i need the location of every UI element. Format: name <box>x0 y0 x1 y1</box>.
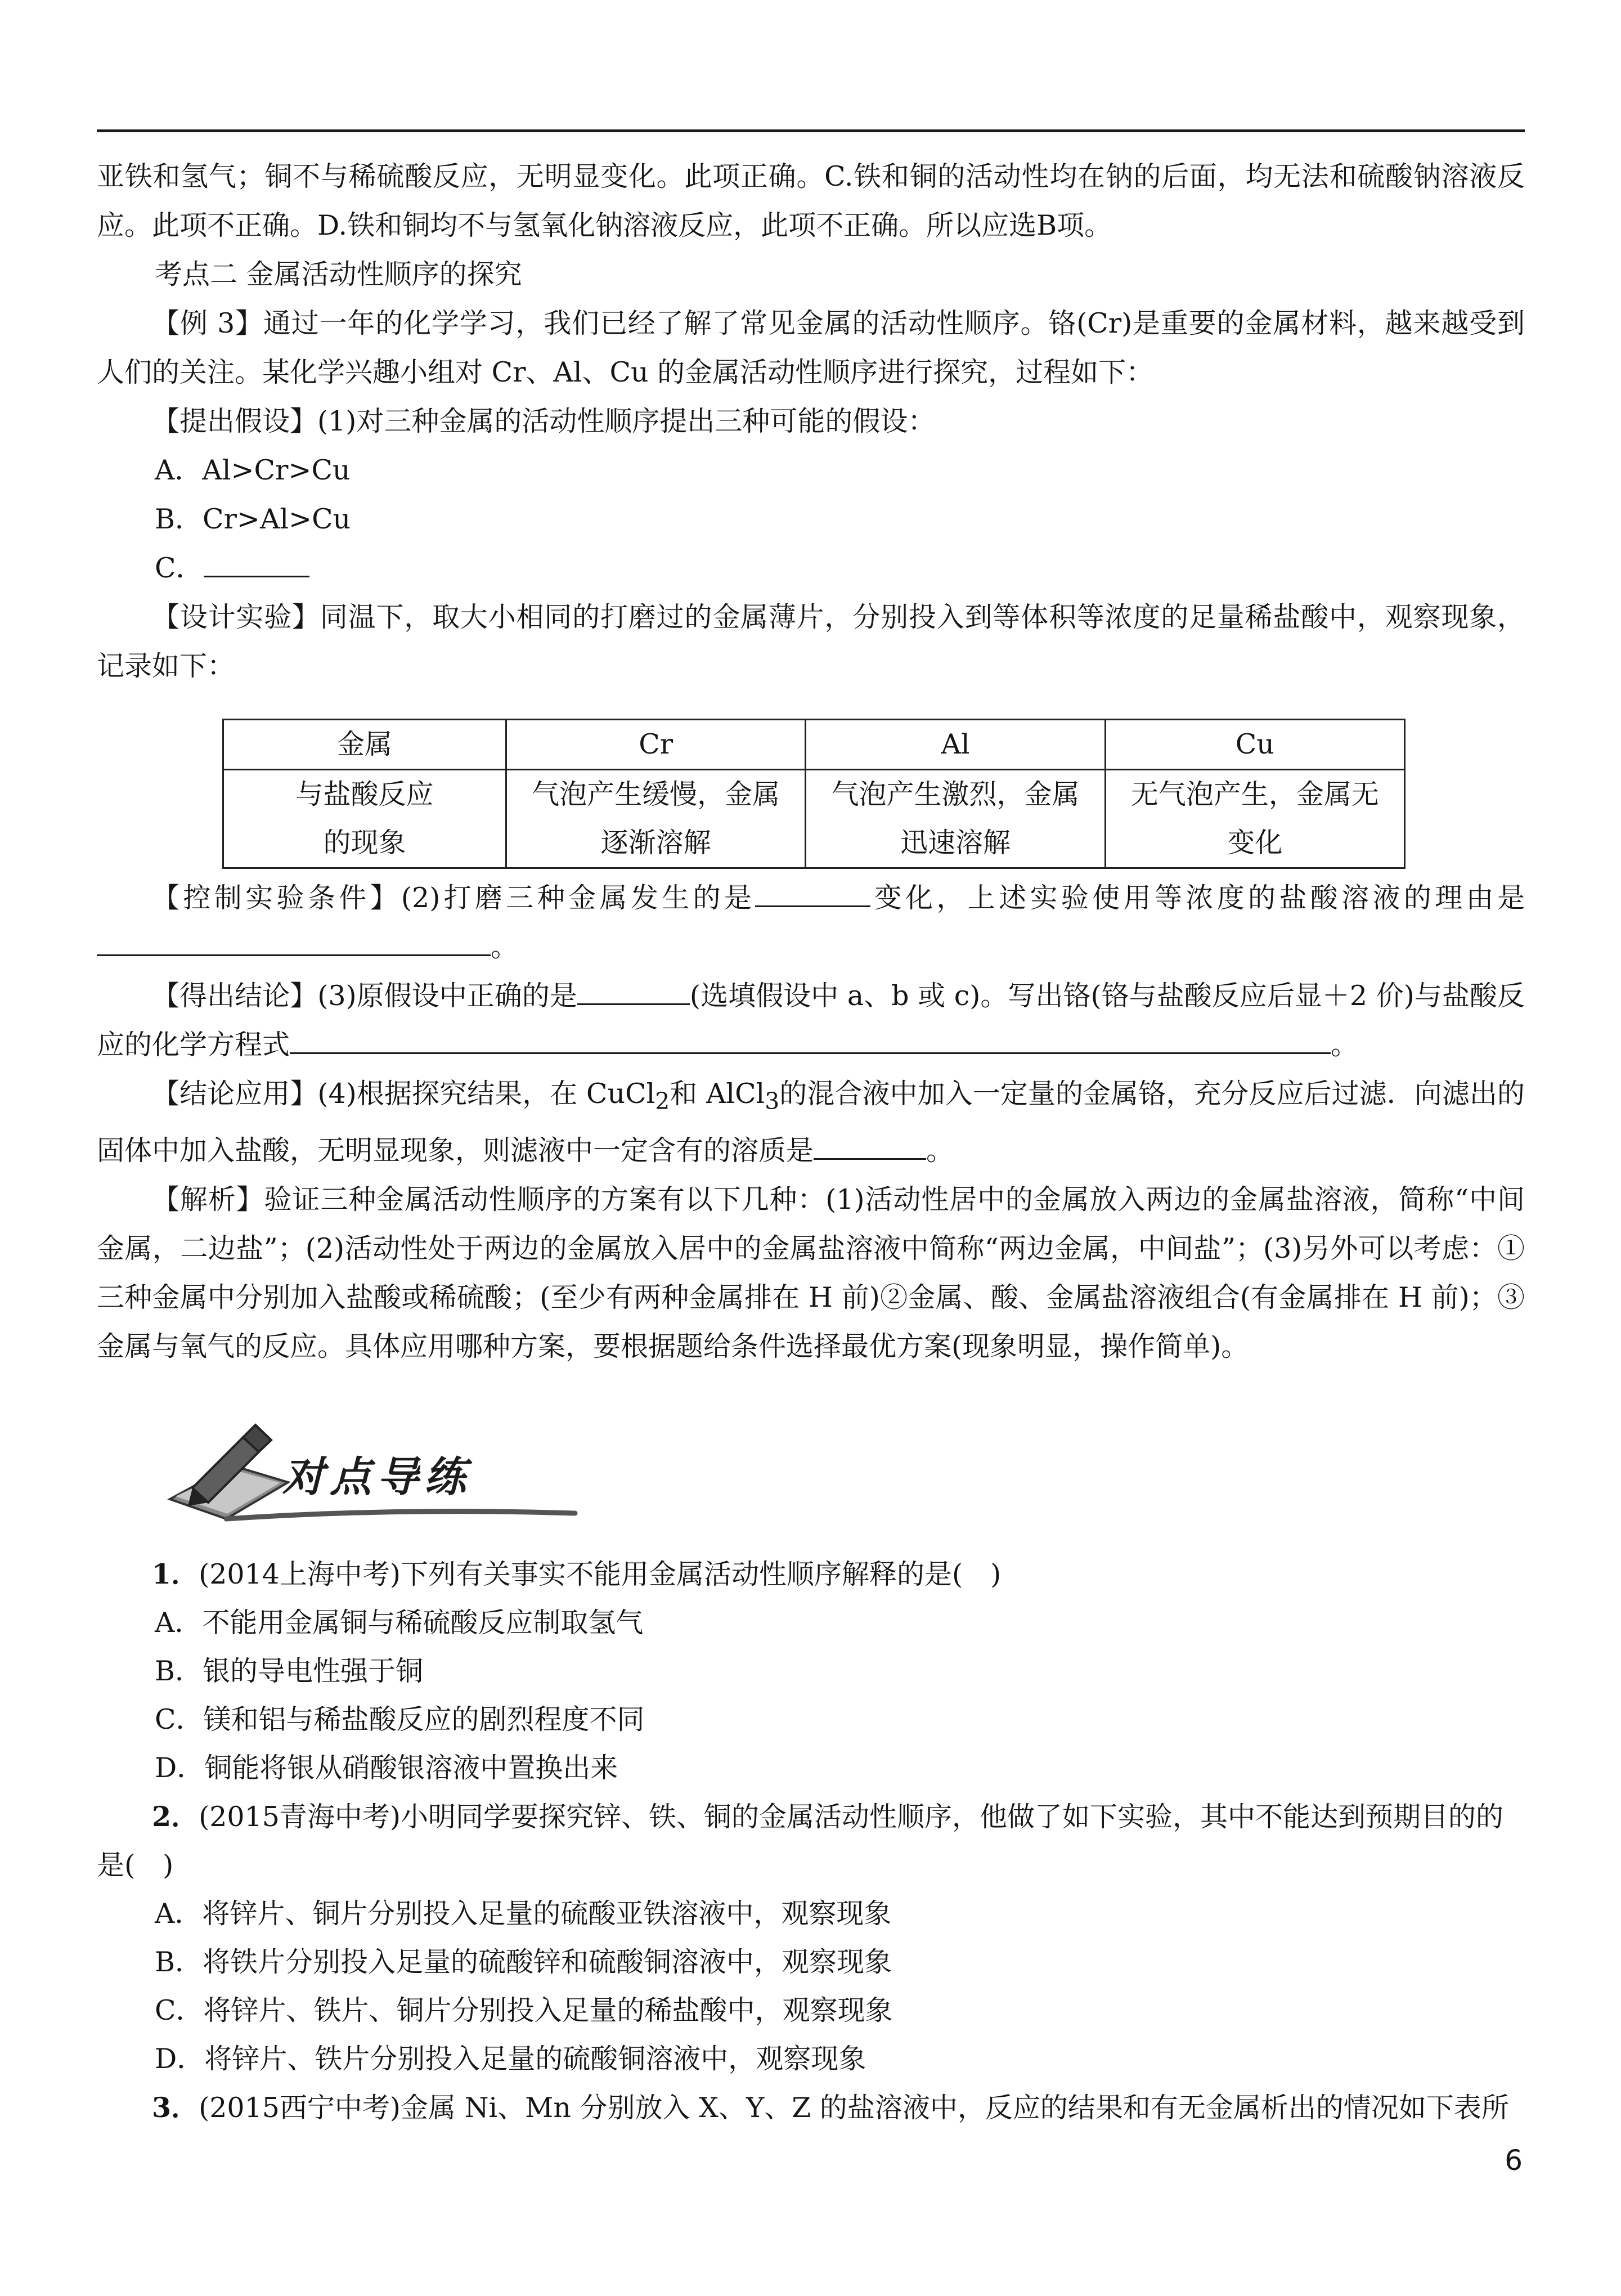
question-1-option-c: C．镁和铝与稀盐酸反应的剧烈程度不同 <box>155 1703 645 1736</box>
cell-line: 无气泡产生，金属无 <box>1130 778 1379 810</box>
hypothesis-b: B．Cr>Al>Cu <box>155 503 351 535</box>
conclusion-application <box>97 1069 1525 1175</box>
cell-line: 与盐酸反应 <box>295 778 434 810</box>
table-row <box>223 770 1405 868</box>
text-run: 。 <box>926 1134 954 1167</box>
hypothesis-c-label: C． <box>155 552 204 584</box>
cell-line: 气泡产生缓慢，金属 <box>532 778 780 810</box>
cell-line: 的现象 <box>323 827 406 859</box>
page-body <box>97 152 1525 2132</box>
design-paragraph: 【设计实验】同温下，取大小相同的打磨过的金属薄片，分别投入到等体积等浓度的足量稀盐酸中，观察现象，记录如下： <box>97 601 1525 682</box>
section-banner <box>97 1381 1525 1550</box>
answer-blank <box>204 553 309 577</box>
observation-table <box>222 719 1406 869</box>
table-cell <box>223 770 506 868</box>
hypothesis-c <box>97 544 1525 593</box>
header-rule <box>97 129 1525 132</box>
text-run: 变化，上述实验使用等浓度的盐酸溶液的理由是 <box>870 882 1525 914</box>
question-number: 2． <box>152 1800 199 1833</box>
subscript: 3 <box>765 1087 780 1115</box>
paragraph-top: 亚铁和氢气；铜不与稀硫酸反应，无明显变化。此项正确。C.铁和铜的活动性均在钠的后面，均无法和硫酸钠溶液反应。此项不正确。D.铁和铜均不与氢氧化钠溶液反应，此项不正确。所以应选B项。 <box>97 160 1525 241</box>
banner-title: 对点导练 <box>282 1452 472 1501</box>
analysis-paragraph: 【解析】验证三种金属活动性顺序的方案有以下几种：(1)活动性居中的金属放入两边的金属盐溶液，简称“中间金属，二边盐”；(2)活动性处于两边的金属放入居中的金属盐溶液中简称“两边金属，中间盐”；(3)另外可以考虑：①三种金属中分别加入盐酸或稀硫酸；(至少有两种金属排在 H 前)②金属、酸、金属盐溶液组合(有金属排在 H 前)；③金属与氧气的反应。具体应用哪种方案，要根据题给条件选择最优方案(现象明显，操作简单)。 <box>97 1183 1525 1362</box>
page-number: 6 <box>1505 2144 1523 2177</box>
subscript: 2 <box>655 1087 670 1115</box>
question-1-option-b: B．银的导电性强于铜 <box>155 1654 424 1687</box>
cell-line: 气泡产生激烈，金属 <box>831 778 1080 810</box>
question-1 <box>97 1550 1525 1599</box>
question-2 <box>97 1792 1525 1890</box>
text-run: 【控制实验条件】(2)打磨三种金属发生的是 <box>152 882 756 914</box>
answer-blank <box>814 1136 926 1160</box>
text-run: 【得出结论】(3)原假设中正确的是 <box>152 980 577 1012</box>
table-cell <box>1105 770 1404 868</box>
conclusion <box>97 971 1525 1069</box>
text-run: 【结论应用】(4)根据探究结果，在 CuCl <box>152 1078 655 1110</box>
table-header-cell: Cu <box>1105 720 1404 770</box>
cell-line: 变化 <box>1227 827 1283 859</box>
table-cell <box>506 770 806 868</box>
question-2-option-a: A．将锌片、铜片分别投入足量的硫酸亚铁溶液中，观察现象 <box>155 1897 892 1930</box>
text-run: 。 <box>491 931 519 963</box>
answer-blank <box>290 1030 1331 1054</box>
question-3 <box>97 2083 1525 2132</box>
table-row <box>223 720 1405 770</box>
question-2-option-c: C．将锌片、铁片、铜片分别投入足量的稀盐酸中，观察现象 <box>155 1994 893 2026</box>
text-run: 。 <box>1331 1029 1359 1061</box>
text-run: 的混合液中加入一定量的金属铬，充分反应后过滤．向滤出的固体中加入盐酸，无明显现象，则滤液中一定含有的溶质是 <box>97 1078 1525 1167</box>
question-1-option-a: A．不能用金属铜与稀硫酸反应制取氢气 <box>155 1606 644 1639</box>
answer-blank <box>97 932 491 956</box>
cell-line: 迅速溶解 <box>900 827 1011 859</box>
text-run: (选填假设中 a、b 或 c)。写出铬(铬与盐酸反应后显＋2 价)与盐酸反应的化学方程式 <box>97 980 1525 1061</box>
question-2-option-d: D．将锌片、铁片分别投入足量的硫酸铜溶液中，观察现象 <box>155 2042 866 2075</box>
section-title: 考点二 金属活动性顺序的探究 <box>155 258 522 290</box>
hypothesis-lead: 【提出假设】(1)对三种金属的活动性顺序提出三种可能的假设： <box>152 405 936 437</box>
question-stem: (2015西宁中考)金属 Ni、Mn 分别放入 X、Y、Z 的盐溶液中，反应的结果和有无金属析出的情况如下表所 <box>199 2091 1509 2124</box>
answer-blank <box>577 981 690 1005</box>
question-stem: (2015青海中考)小明同学要探究锌、铁、铜的金属活动性顺序，他做了如下实验，其中不能达到预期目的的是( ) <box>97 1800 1504 1881</box>
table-header-cell: 金属 <box>223 720 506 770</box>
answer-blank <box>755 883 870 907</box>
hypothesis-a: A．Al>Cr>Cu <box>155 454 351 486</box>
question-2-option-b: B．将铁片分别投入足量的硫酸锌和硫酸铜溶液中，观察现象 <box>155 1945 892 1978</box>
table-header-cell: Al <box>806 720 1105 770</box>
question-stem: (2014上海中考)下列有关事实不能用金属活动性顺序解释的是( ) <box>199 1558 1002 1590</box>
text-run: 和 AlCl <box>670 1078 765 1110</box>
question-number: 1． <box>152 1557 199 1590</box>
question-1-option-d: D．铜能将银从硝酸银溶液中置换出来 <box>155 1751 618 1784</box>
table-header-cell: Cr <box>506 720 806 770</box>
table-cell <box>806 770 1105 868</box>
cell-line: 逐渐溶解 <box>600 827 711 859</box>
control-conditions <box>97 873 1525 971</box>
question-number: 3． <box>152 2091 199 2124</box>
example3-intro: 【例 3】通过一年的化学学习，我们已经了解了常见金属的活动性顺序。铬(Cr)是重要的金属材料，越来越受到人们的关注。某化学兴趣小组对 Cr、Al、Cu 的金属活动性顺序进行探究，过程如下： <box>97 307 1525 388</box>
